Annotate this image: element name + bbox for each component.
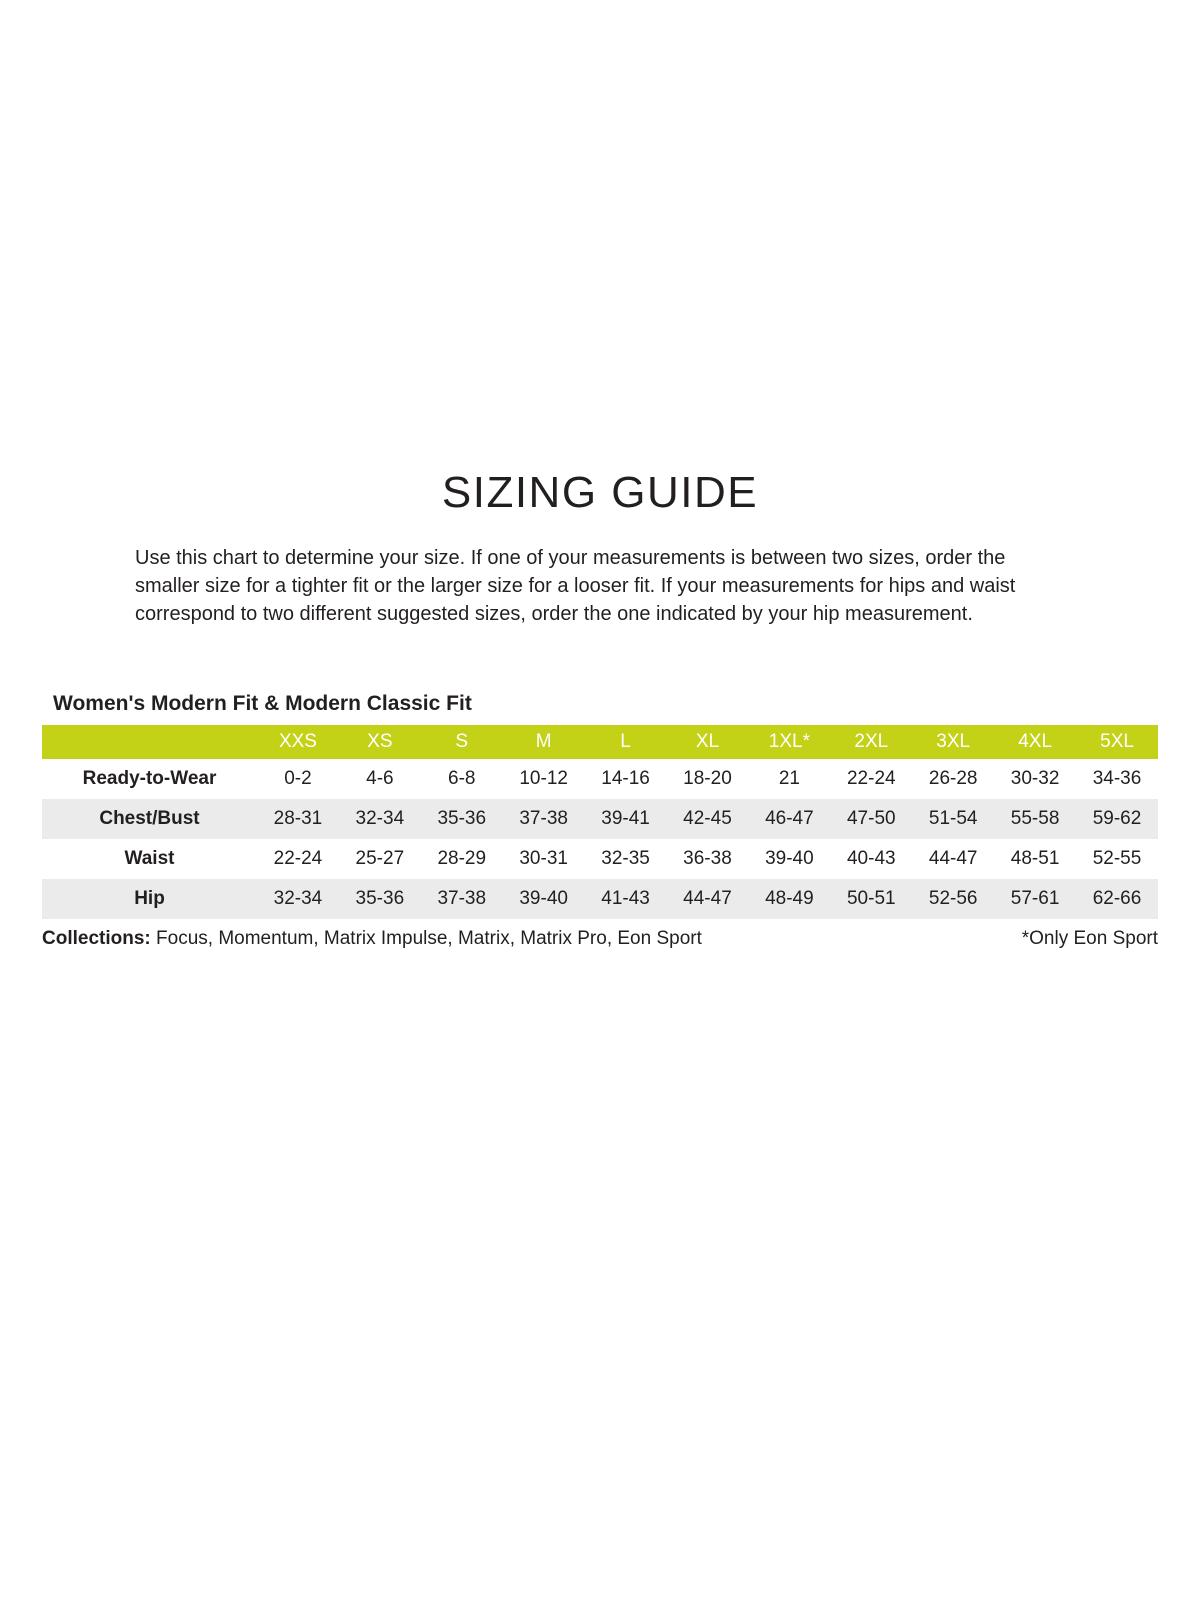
size-cell: 36-38 [683, 848, 732, 869]
size-cell: 25-27 [355, 848, 405, 869]
size-cell: 4-6 [366, 768, 394, 789]
collections-value: Focus, Momentum, Matrix Impulse, Matrix, Matrix Pro, Eon Sport [156, 928, 702, 949]
header-cell-5xl: 5XL [1076, 725, 1158, 759]
size-cell: 0-2 [284, 768, 312, 789]
size-cell: 51-54 [928, 808, 978, 829]
header-cell-3xl: 3XL [912, 725, 994, 759]
size-cell: 48-51 [1010, 848, 1060, 869]
header-cell-xxs: XXS [257, 725, 339, 759]
table-row [42, 799, 1158, 839]
size-cell: 37-38 [519, 808, 568, 829]
header-cell-2xl: 2XL [830, 725, 912, 759]
header-cell-1xl: 1XL* [748, 725, 830, 759]
size-cell: 48-49 [765, 888, 814, 909]
size-cell: 52-55 [1092, 848, 1142, 869]
header-cell-xs: XS [339, 725, 421, 759]
size-cell: 57-61 [1010, 888, 1060, 909]
size-cell: 55-58 [1010, 808, 1060, 829]
row-label: Ready-to-Wear [82, 768, 217, 789]
table-footer [42, 928, 1158, 950]
size-table [42, 725, 1158, 919]
size-cell: 40-43 [846, 848, 896, 869]
table-row [42, 759, 1158, 799]
size-cell: 46-47 [765, 808, 814, 829]
table-row [42, 839, 1158, 879]
size-table-body [42, 759, 1158, 919]
size-cell: 30-32 [1010, 768, 1060, 789]
size-cell: 44-47 [928, 848, 978, 869]
size-cell: 14-16 [601, 768, 650, 789]
page-title: SIZING GUIDE [441, 468, 759, 517]
size-cell: 18-20 [683, 768, 732, 789]
size-cell: 30-31 [519, 848, 568, 869]
size-cell: 47-50 [846, 808, 896, 829]
size-cell: 32-34 [273, 888, 323, 909]
size-cell: 10-12 [519, 768, 568, 789]
size-cell: 28-31 [273, 808, 323, 829]
size-cell: 35-36 [355, 888, 405, 909]
row-label: Waist [124, 848, 175, 869]
intro-paragraph: Use this chart to determine your size. If one of your measurements is between two sizes, order the smaller size for a tighter fit or the larger size for a looser fit. If your measurements for hips and waist correspond to two different suggested sizes, order the one indicated by your hip measurement. [135, 547, 1016, 625]
size-cell: 41-43 [601, 888, 650, 909]
size-cell: 34-36 [1092, 768, 1142, 789]
table-row [42, 879, 1158, 919]
footnote: *Only Eon Sport [1021, 928, 1158, 949]
size-cell: 37-38 [437, 888, 487, 909]
size-cell: 39-40 [765, 848, 814, 869]
size-cell: 21 [778, 768, 800, 789]
size-cell: 32-34 [355, 808, 405, 829]
size-cell: 59-62 [1092, 808, 1142, 829]
size-cell: 26-28 [928, 768, 978, 789]
size-cell: 22-24 [273, 848, 323, 869]
collections-label: Collections: [42, 928, 151, 949]
size-table-header [42, 725, 1158, 759]
collections-line [42, 928, 702, 950]
size-cell: 35-36 [437, 808, 487, 829]
size-cell: 6-8 [448, 768, 476, 789]
size-cell: 28-29 [437, 848, 487, 869]
size-cell: 22-24 [846, 768, 896, 789]
size-cell: 32-35 [601, 848, 650, 869]
size-cell: 50-51 [846, 888, 896, 909]
header-cell-s: S [421, 725, 503, 759]
size-cell: 62-66 [1092, 888, 1142, 909]
header-cell-m: M [503, 725, 585, 759]
header-cell-empty [42, 725, 257, 759]
header-cell-4xl: 4XL [994, 725, 1076, 759]
row-label: Hip [134, 888, 165, 909]
header-row [42, 725, 1158, 759]
section-heading: Women's Modern Fit & Modern Classic Fit [53, 692, 472, 715]
size-cell: 39-41 [601, 808, 650, 829]
header-cell-xl: XL [667, 725, 749, 759]
size-cell: 44-47 [683, 888, 732, 909]
size-cell: 42-45 [683, 808, 732, 829]
size-cell: 39-40 [519, 888, 568, 909]
header-cell-l: L [585, 725, 667, 759]
size-cell: 52-56 [928, 888, 978, 909]
size-table-block [42, 692, 1158, 950]
row-label: Chest/Bust [99, 808, 200, 829]
